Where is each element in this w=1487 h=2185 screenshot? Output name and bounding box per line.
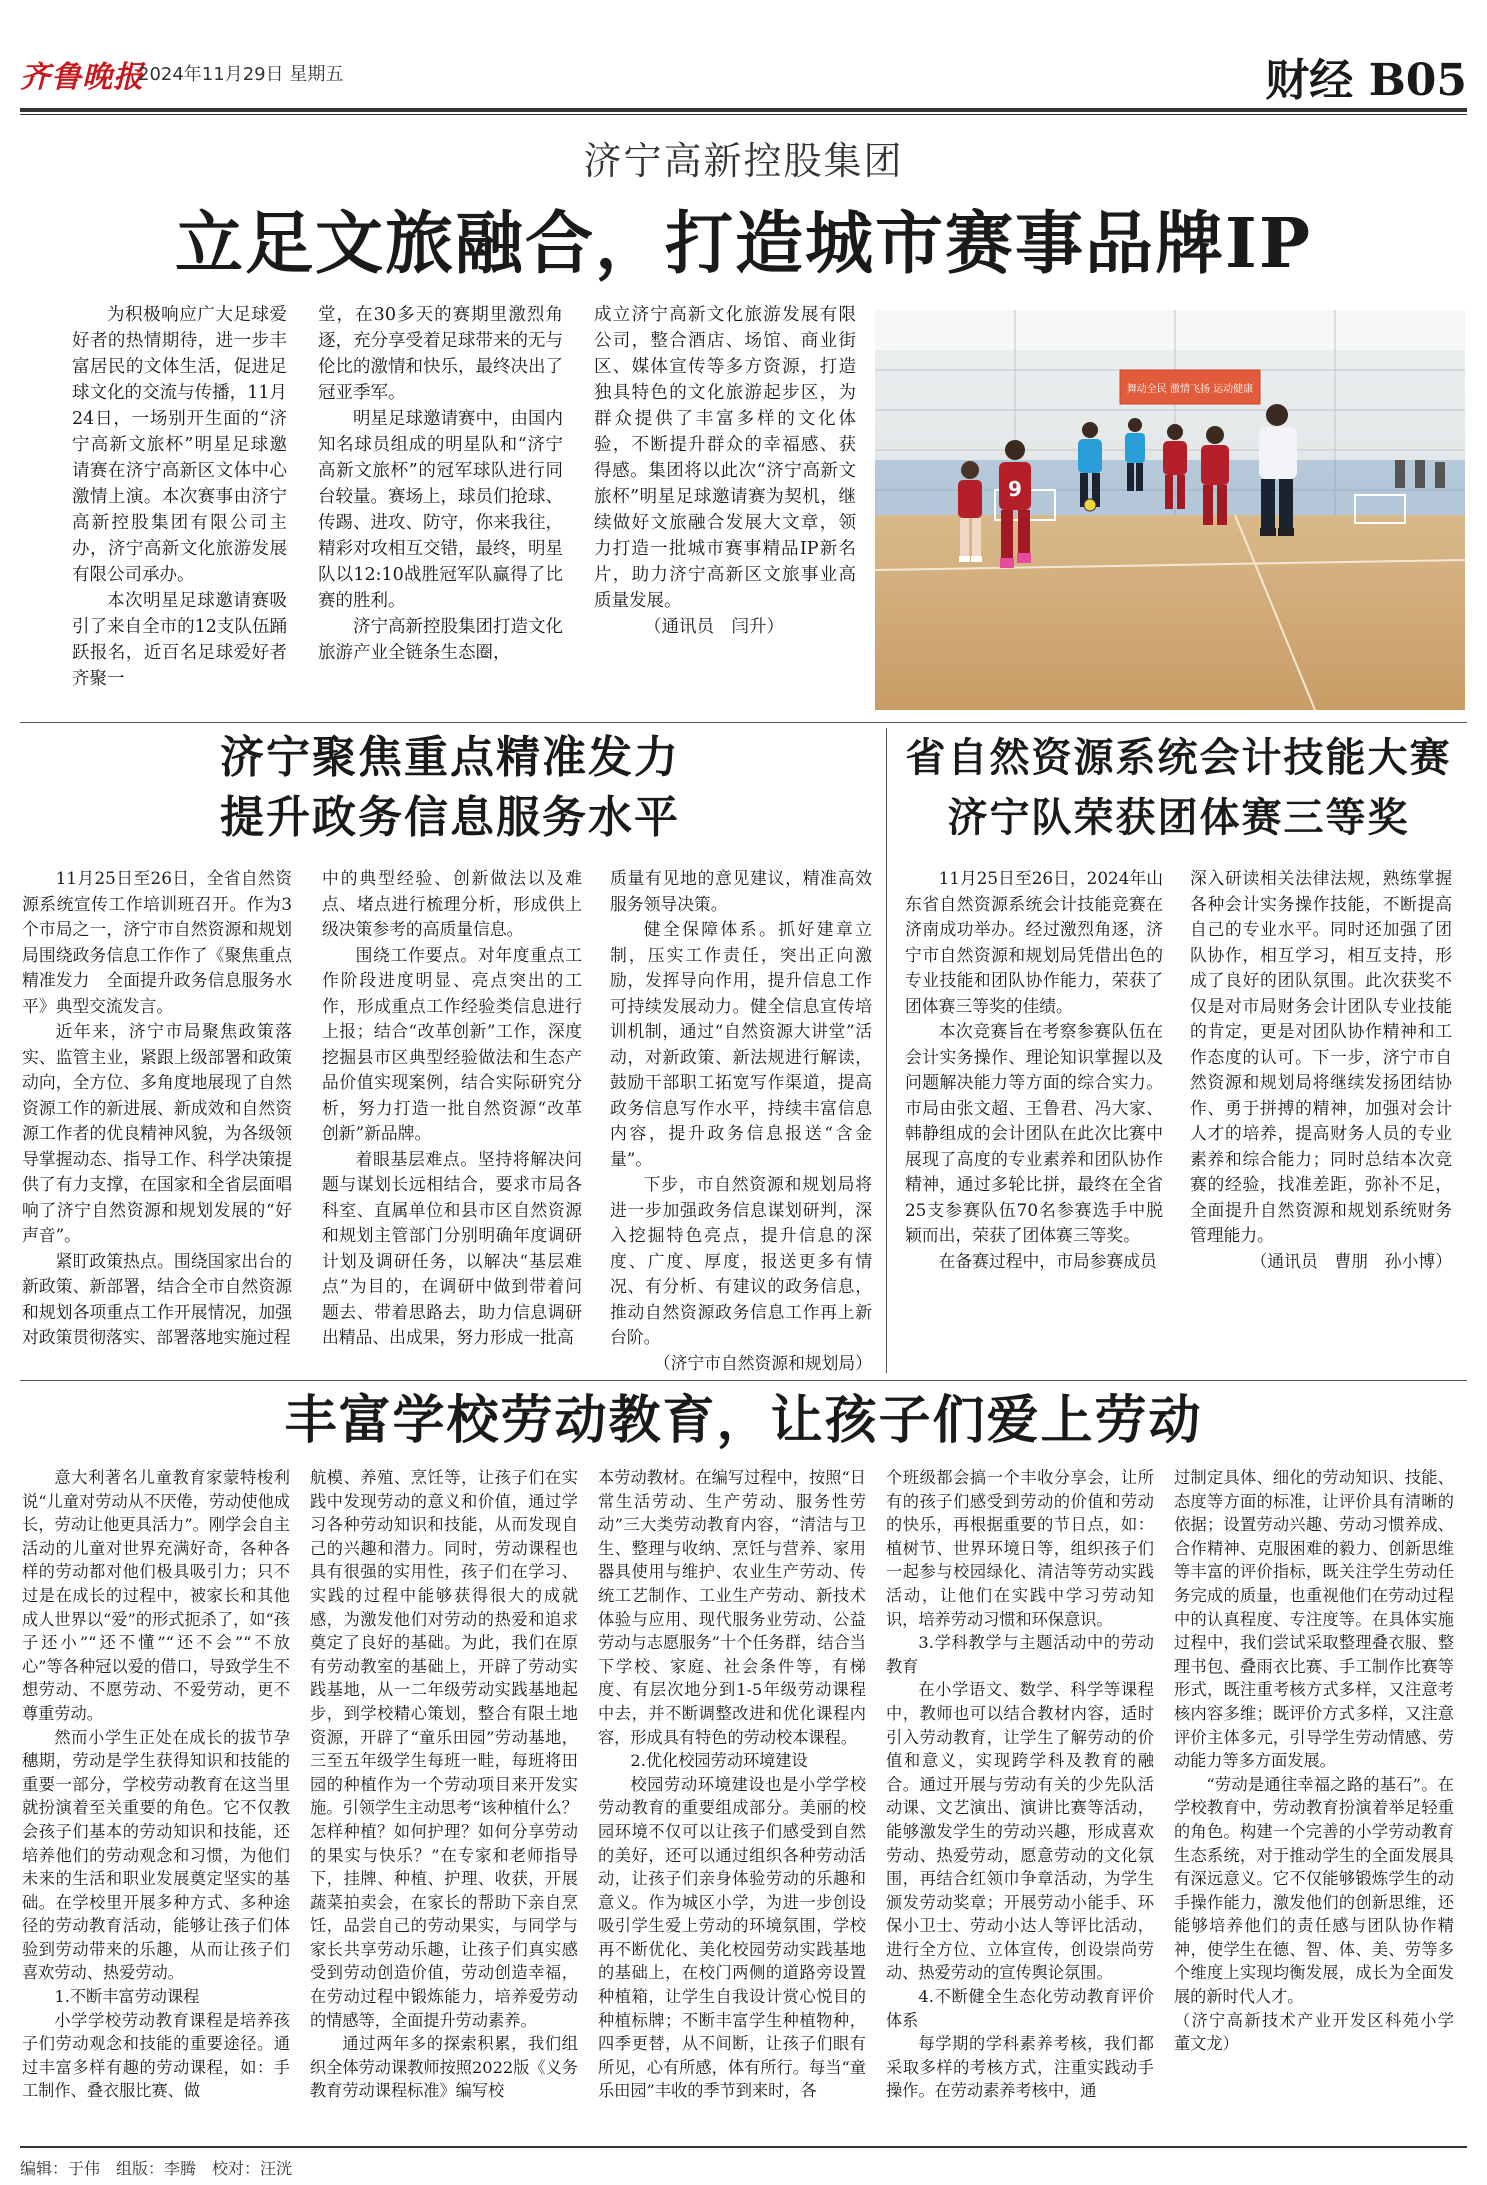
paragraph: 质量有见地的意见建议，精准高效服务领导决策。: [610, 868, 872, 914]
masthead: [20, 40, 1467, 106]
futsal-match-photo: [875, 310, 1465, 710]
byline: （通讯员 闫升）: [644, 617, 784, 637]
paragraph: 本次明星足球邀请赛吸引了来自全市的12支队伍踊跃报名，近百名足球爱好者齐聚一: [72, 591, 287, 689]
svg-text:9: 9: [1008, 477, 1022, 501]
article3-headline-line2: 济宁队荣获团体赛三等奖: [947, 794, 1410, 841]
paragraph: 紧盯政策热点。围绕国家出台的新政策、新部署，结合全市自然资源和规划各项重点工作开展情况，加强对政策贯彻落实、部署落地实施过程: [22, 1250, 292, 1347]
article1-column-2: [318, 302, 563, 666]
issue-date: 2024年11月29日 星期五: [138, 64, 344, 85]
masthead-rule: [20, 108, 1467, 112]
paragraph: 着眼基层难点。坚持将解决问题与谋划长远相结合，要求市局各科室、直属单位和县市区自然资源和规划主管部门分别明确年度调研计划及调研任务，以解决“基层难点”为目的，在调研中做到带着问题去、带着思路去，助力信息调研出精品、出成果，努力形成一批高: [322, 1148, 582, 1347]
subheading: 3.学科教学与主题活动中的劳动教育: [886, 1633, 1154, 1676]
paragraph: 明星足球邀请赛中，由国内知名球员组成的明星队和“济宁高新文旅杯”的冠军球队进行同台较量。赛场上，球员们抢球、传踢、进攻、防守，你来我往，精彩对攻相互交错，最终，明星队以12:10战胜冠军队赢得了比赛的胜利。: [318, 409, 563, 611]
paragraph: 通过两年多的探索积累，我们组织全体劳动课教师按照2022版《义务教育劳动课程标准》编写校: [310, 2034, 578, 2101]
paragraph: 过制定具体、细化的劳动知识、技能、态度等方面的标准，让评价具有清晰的依据；设置劳动兴趣、劳动习惯养成、合作精神、克服困难的毅力、创新思维等丰富的评价指标，既关注学生劳动任务完成的质量，也重视他们在劳动过程中的认真程度、专注度等。在具体实施过程中，我们尝试采取整理叠衣服、整理书包、叠雨衣比赛、手工制作比赛等形式，既注重考核方式多样，又注意考核内容多维；既评价方式多样，又注意评价主体多元，引导学生劳动情感、劳动能力等多方面发展。: [1174, 1468, 1454, 1771]
article2-column-3: [610, 866, 872, 1376]
paragraph: 下步，市自然资源和规划局将进一步加强政务信息谋划研判，深入挖掘特色亮点，提升信息的深度、广度、厚度，报送更多有情况、有分析、有建议的政务信息，推动自然资源政务信息工作再上新台阶。: [610, 1174, 872, 1347]
paragraph: 然而小学生正处在成长的拔节孕穗期，劳动是学生获得知识和技能的重要一部分，学校劳动教育在这当里就扮演着至关重要的角色。它不仅教会孩子们基本的劳动知识和技能，还培养他们的劳动观念和习惯，为他们未来的生活和职业发展奠定坚实的基础。在学校里开展多种方式、多种途径的劳动教育活动，能够让孩子们体验到劳动带来的乐趣，从而让孩子们喜欢劳动、热爱劳动。: [22, 1727, 290, 1983]
paragraph: 个班级都会搞一个丰收分享会，让所有的孩子们感受到劳动的价值和劳动的快乐，再根据重要的节日点，如：植树节、世界环境日等，组织孩子们一起参与校园绿化、清洁等劳动实践活动，让他们在实践中学习劳动知识，培养劳动习惯和环保意识。: [886, 1468, 1154, 1629]
paragraph: 在小学语文、数学、科学等课程中，教师也可以结合教材内容，适时引入劳动教育，让学生了解劳动的价值和意义，实现跨学科及教育的融合。通过开展与劳动有关的少先队活动课、文艺演出、演讲比赛等活动，能够激发学生的劳动兴趣，形成喜欢劳动、热爱劳动，愿意劳动的文化氛围，再结合红领巾争章活动，为学生颁发劳动奖章；开展劳动小能手、环保小卫士、劳动小达人等评比活动，进行全方位、立体宣传，创设崇尚劳动、热爱劳动的宣传舆论氛围。: [886, 1680, 1154, 1983]
article2-headline-line2: 提升政务信息服务水平: [220, 792, 680, 843]
column-divider: [886, 728, 887, 1373]
article1-kicker: 济宁高新控股集团: [583, 139, 904, 183]
article4-column-3: [598, 1466, 866, 2103]
masthead-rule-thin: [20, 114, 1467, 115]
article2-headline-line1: 济宁聚焦重点精准发力: [220, 732, 680, 783]
paragraph: 小学学校劳动教育课程是培养孩子们劳动观念和技能的重要途径。通过丰富多样有趣的劳动课程，如：手工制作、叠衣服比赛、做: [22, 2010, 290, 2101]
article4-column-1: [22, 1466, 290, 2103]
byline: （通讯员 曹朋 孙小博）: [1250, 1250, 1452, 1271]
paragraph: 航模、养殖、烹饪等，让孩子们在实践中发现劳动的意义和价值，通过学习各种劳动知识和技能，从而发现自己的兴趣和潜力。同时，劳动课程也具有很强的实用性，孩子们在学习、实践的过程中能够获得很大的成就感，为激发他们对劳动的热爱和追求奠定了良好的基础。为此，我们在原有劳动教室的基础上，开辟了劳动实践基地，从一二年级劳动实践基地起步，到学校精心策划，整合有限土地资源，开辟了“童乐田园”劳动基地，三至五年级学生每班一畦，每班将田园的种植作为一个劳动项目来开发实施。引领学生主动思考“该种植什么？怎样种植？如何护理？如何分享劳动的果实与快乐？”在专家和老师指导下，挂牌、种植、护理、收获，开展蔬菜拍卖会，在家长的帮助下亲自烹饪，品尝自己的劳动果实，与同学与家长共享劳动乐趣，让孩子们真实感受到劳动创造价值，劳动创造幸福，在劳动过程中锻炼能力，培养爱劳动的情感等，全面提升劳动素养。: [310, 1468, 578, 2030]
article3-column-1: [905, 866, 1163, 1274]
page-footer: 编辑：于伟 组版：李腾 校对：汪洸: [20, 2146, 1467, 2179]
article4-column-5: [1174, 1466, 1471, 2056]
article4-column-4: [886, 1466, 1154, 2103]
paragraph: 11月25日至26日，全省自然资源系统宣传工作培训班召开。作为3个市局之一，济宁市自然资源和规划局围绕政务信息工作作了《聚焦重点精准发力 全面提升政务信息服务水平》典型交流发言。: [22, 868, 292, 1016]
paragraph: 深入研读相关法律法规，熟练掌握各种会计实务操作技能，不断提高自己的专业水平。同时还加强了团队协作，相互学习，相互支持，形成了良好的团队氛围。此次获奖不仅是对市局财务会计团队专业技能的肯定，更是对团队协作精神和工作态度的认可。下一步，济宁市自然资源和规划局将继续发扬团结协作、勇于拼搏的精神，加强对会计人才的培养，提高财务人员的专业素养和综合能力；同时总结本次竞赛的经验，找准差距，弥补不足，全面提升自然资源和规划系统财务管理能力。: [1190, 868, 1452, 1245]
article2-headline: [20, 728, 880, 848]
paragraph: 堂，在30多天的赛期里激烈角逐，充分享受着足球带来的无与伦比的激情和快乐，最终决出了冠亚季军。: [318, 305, 563, 403]
paragraph: 中的典型经验、创新做法以及难点、堵点进行梳理分析，形成供上级决策参考的高质量信息。: [322, 868, 582, 939]
article2-column-2: [322, 866, 582, 1351]
paragraph: 近年来，济宁市局聚焦政策落实、监管主业，紧跟上级部署和政策动向，全方位、多角度地展现了自然资源工作的新进展、新成效和自然资源工作者的优良精神风貌，为各级领导掌握动态、指导工作、科学决策提供了有力支撑，在国家和全省层面唱响了济宁自然资源和规划发展的“好声音”。: [22, 1021, 292, 1245]
byline: （济宁市自然资源和规划局）: [653, 1352, 872, 1373]
paragraph: 为积极响应广大足球爱好者的热情期待，进一步丰富居民的文体生活，促进足球文化的交流与传播，11月24日，一场别开生面的“济宁高新文旅杯”明星足球邀请赛在济宁高新区文体中心激情上演。本次赛事由济宁高新控股集团有限公司主办，济宁高新文化旅游发展有限公司承办。: [72, 305, 287, 585]
paragraph: 本劳动教材。在编写过程中，按照“日常生活劳动、生产劳动、服务性劳动”三大类劳动教育内容，“清洁与卫生、整理与收纳、烹饪与营养、家用器具使用与维护、农业生产劳动、传统工艺制作、工业生产劳动、新技术体验与应用、现代服务业劳动、公益劳动与志愿服务”十个任务群，结合当下学校、家庭、社会条件等，有梯度、有层次地分到1-5年级劳动课程中去，并不断调整改进和优化课程内容，形成具有特色的劳动校本课程。: [598, 1468, 866, 1747]
newspaper-logo: 齐鲁晚报: [20, 60, 144, 95]
paragraph: “劳动是通往幸福之路的基石”。在学校教育中，劳动教育扮演着举足轻重的角色。构建一个完善的小学劳动教育生态系统，对于推动学生的全面发展具有深远意义。它不仅能够锻炼学生的动手操作能力，激发他们的创新思维，还能够培养他们的责任感与团队协作精神，使学生在德、智、体、美、劳等多个维度上实现均衡发展，成长为全面发展的新时代人才。: [1174, 1774, 1454, 2007]
paragraph: 意大利著名儿童教育家蒙特梭利说“儿童对劳动从不厌倦，劳动使他成长，劳动让他更具活力”。刚学会自主活动的儿童对世界充满好奇，各种各样的劳动都对他们极具吸引力；只不过是在成长的过程中，被家长和其他成人世界以“爱”的形式扼杀了，如“孩子还小”“还不懂”“还不会”“不放心”等各种冠以爱的借口，导致学生不想劳动、不愿劳动、不爱劳动，更不尊重劳动。: [22, 1468, 290, 1723]
paragraph: 每学期的学科素养考核，我们都采取多样的考核方式，注重实践动手操作。在劳动素养考核中，通: [886, 2034, 1154, 2101]
article1-column-3: [594, 302, 856, 640]
byline: （济宁高新技术产业开发区科苑小学 董文龙）: [1174, 2010, 1471, 2054]
article3-headline: [890, 728, 1467, 848]
article1-column-1: [72, 302, 287, 692]
banner-text: 舞动全民 激情飞扬 运动健康: [1126, 384, 1254, 395]
futsal-match-illustration: [875, 310, 1465, 710]
paragraph: 成立济宁高新文化旅游发展有限公司，整合酒店、场馆、商业街区、媒体宣传等多方资源，打造独具特色的文化旅游起步区，为群众提供了丰富多样的文化体验，不断提升群众的幸福感、获得感。集团将以此次“济宁高新文旅杯”明星足球邀请赛为契机，继续做好文旅融合发展大文章，领力打造一批城市赛事精品IP新名片，助力济宁高新区文旅事业高质量发展。: [594, 305, 856, 611]
paragraph: 围绕工作要点。对年度重点工作阶段进度明显、亮点突出的工作，形成重点工作经验类信息进行上报；结合“改革创新”工作，深度挖掘县市区典型经验做法和生态产品价值实现案例，结合实际研究分析，努力打造一批自然资源“改革创新”新品牌。: [322, 944, 582, 1143]
article3-column-2: [1190, 866, 1452, 1274]
section-page-label: 财经 B05: [1265, 55, 1467, 106]
section-divider: [20, 722, 1467, 723]
paragraph: 济宁高新控股集团打造文化旅游产业全链条生态圈，: [318, 617, 563, 663]
article2-column-1: [22, 866, 292, 1351]
article4-column-2: [310, 1466, 578, 2103]
paragraph: 健全保障体系。抓好建章立制，压实工作责任，突出正向激励，发挥导向作用，提升信息工作可持续发展动力。健全信息宣传培训机制，通过“自然资源大讲堂”活动，对新政策、新法规进行解读，鼓励干部职工拓宽写作渠道，提高政务信息写作水平，持续丰富信息内容，提升政务信息报送“含金量”。: [610, 919, 872, 1169]
article3-headline-line1: 省自然资源系统会计技能大赛: [905, 734, 1452, 781]
subheading: 4.不断健全生态化劳动教育评价体系: [886, 1987, 1154, 2030]
paragraph: 11月25日至26日，2024年山东省自然资源系统会计技能竞赛在济南成功举办。经过激烈角逐，济宁市自然资源和规划局凭借出色的专业技能和团队协作能力，荣获了团体赛三等奖的佳绩。: [905, 868, 1163, 1016]
article1-headline: 立足文旅融合，打造城市赛事品牌IP: [175, 204, 1312, 284]
subheading: 1.不断丰富劳动课程: [54, 1987, 200, 2007]
section-divider: [20, 1380, 1467, 1381]
article4-headline: 丰富学校劳动教育，让孩子们爱上劳动: [284, 1390, 1203, 1451]
paragraph: 本次竞赛旨在考察参赛队伍在会计实务操作、理论知识掌握以及问题解决能力等方面的综合实力。市局由张文超、王鲁君、冯大家、韩静组成的会计团队在此次比赛中展现了高度的专业素养和团队协作精神，通过多轮比拼，最终在全省25支参赛队伍70名参赛选手中脱颖而出，荣获了团体赛三等奖。: [905, 1021, 1163, 1245]
subheading: 2.优化校园劳动环境建设: [630, 1751, 808, 1771]
paragraph: 校园劳动环境建设也是小学学校劳动教育的重要组成部分。美丽的校园环境不仅可以让孩子们感受到自然的美好，还可以通过组织各种劳动活动，让孩子们亲身体验劳动的乐趣和意义。作为城区小学，为进一步创设吸引学生爱上劳动的环境氛围，学校再不断优化、美化校园劳动实践基地的基础上，在校门两侧的道路旁设置种植箱，让学生自我设计赏心悦目的种植标牌；不断丰富学生种植物种，四季更替，从不间断，让孩子们眼有所见，心有所感，体有所行。每当“童乐田园”丰收的季节到来时，各: [598, 1774, 866, 2101]
paragraph: 在备赛过程中，市局参赛成员: [938, 1250, 1157, 1271]
